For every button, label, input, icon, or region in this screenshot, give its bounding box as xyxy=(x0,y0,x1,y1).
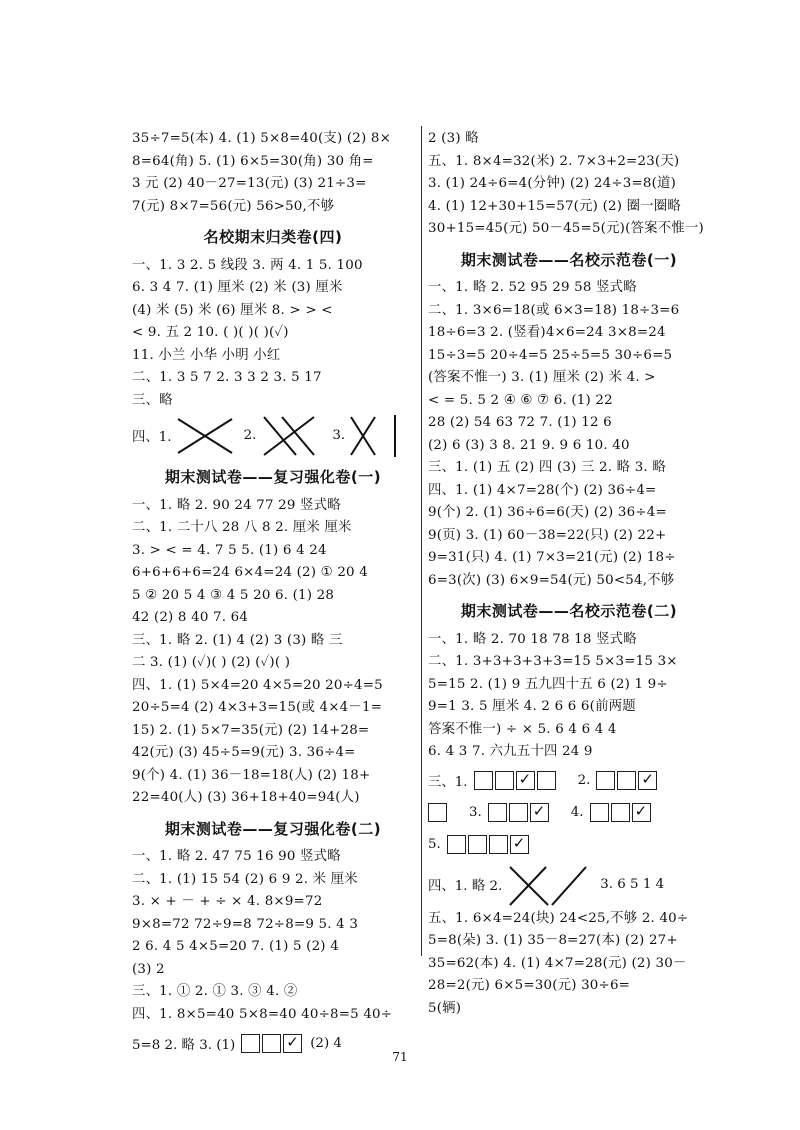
text-line: 20÷5=4 (2) 4×3+3=15(或 4×4－1= xyxy=(132,700,383,715)
right-top-block xyxy=(428,128,710,241)
section-5 xyxy=(428,629,710,1021)
text-line: 5(辆) xyxy=(428,1000,462,1016)
checked-answer-box xyxy=(530,803,549,822)
text-line: 11. 小兰 小华 小明 小红 xyxy=(132,347,281,363)
text-line: 二、1. 3 5 7 2. 3 3 2 3. 5 17 xyxy=(132,370,322,385)
answer-box xyxy=(468,835,487,854)
text-line: 三、1. ① 2. ① 3. ③ 4. ② xyxy=(132,984,298,999)
answer-box xyxy=(611,803,630,822)
text-line: 28=2(元) 6×5=30(元) 30÷6= xyxy=(428,978,631,993)
text-fragment: 2. xyxy=(577,773,591,788)
figure-label: 四、1. xyxy=(132,429,172,445)
text-line: 答案不惟一) ÷ × 5. 6 4 6 4 4 xyxy=(428,721,617,737)
text-line: 42 (2) 8 40 7. 64 xyxy=(132,610,249,625)
text-line: 五、1. 8×4=32(米) 2. 7×3+2=23(天) xyxy=(428,153,680,169)
text-line: 一、1. 略 2. 47 75 16 90 竖式略 xyxy=(132,849,341,864)
line-figure-row xyxy=(132,412,414,458)
section-heading: 期末测试卷——复习强化卷(二) xyxy=(164,819,382,838)
text-line: (答案不惟一) 3. (1) 厘米 (2) 米 4. > xyxy=(428,370,656,385)
text-line: 15) 2. (1) 5×7=35(元) (2) 14+28= xyxy=(132,722,370,738)
answer-boxes xyxy=(447,835,531,854)
text-line: 二、1. (1) 15 54 (2) 6 9 2. 米 厘米 xyxy=(132,871,358,887)
answer-box xyxy=(488,803,507,822)
text-line: 9=1 3. 5 厘米 4. 2 6 6 6(前两题 xyxy=(428,699,636,714)
text-line: 30+15=45(元) 50－45=5(元)(答案不惟一) xyxy=(428,221,704,236)
text-line: 一、1. 略 2. 70 18 78 18 竖式略 xyxy=(428,631,637,647)
text-line: 二、1. 3×6=18(或 6×3=18) 18÷3=6 xyxy=(428,302,680,318)
checked-answer-box xyxy=(516,771,535,790)
text-line: 二、1. 二十八 28 八 8 2. 厘米 厘米 xyxy=(132,520,352,535)
text-line: 三、1. (1) 五 (2) 四 (3) 三 2. 略 3. 略 xyxy=(428,460,666,475)
text-line: 四、1. 8×5=40 5×8=40 40÷8=5 40÷ xyxy=(132,1006,393,1022)
text-line: 6+6+6+6=24 6×4=24 (2) ① 20 4 xyxy=(132,565,368,580)
text-line: 9=31(只) 4. (1) 7×3=21(元) (2) 18÷ xyxy=(428,550,676,565)
text-line: 28 (2) 54 63 72 7. (1) 12 6 xyxy=(428,415,612,430)
answer-box xyxy=(447,835,466,854)
text-line: 一、1. 略 2. 52 95 29 58 竖式略 xyxy=(428,280,637,295)
answer-box xyxy=(617,771,636,790)
text-fragment: 3. xyxy=(469,805,482,820)
text-line: 一、1. 略 2. 90 24 77 29 竖式略 xyxy=(132,497,341,513)
line-figure-row xyxy=(428,862,710,908)
text-line: 3. × + － + ÷ × 4. 8×9=72 xyxy=(132,894,323,909)
section-heading: 期末测试卷——名校示范卷(二) xyxy=(460,602,678,620)
text-line: 35=62(本) 4. (1) 4×7=28(元) (2) 30－ xyxy=(428,955,687,971)
text-line: 18÷6=3 2. (竖看)4×6=24 3×8=24 xyxy=(428,325,666,340)
text-line: 2 6. 4 5 4×5=20 7. (1) 5 (2) 4 xyxy=(132,939,339,954)
answer-box xyxy=(495,771,514,790)
text-line: 二、1. 3+3+3+3+3=15 5×3=15 3× xyxy=(428,654,678,669)
section-4 xyxy=(428,277,710,592)
text-line: 一、1. 3 2. 5 线段 3. 两 4. 1 5. 100 xyxy=(132,257,363,273)
text-line: 42(元) (3) 45÷5=9(元) 3. 36÷4= xyxy=(132,745,356,760)
figure-label: 2. xyxy=(243,427,257,443)
text-line: 9(个) 2. (1) 36÷6=6(天) (2) 36÷4= xyxy=(428,505,667,520)
text-line: (3) 2 xyxy=(132,961,165,977)
column-divider xyxy=(421,126,422,956)
text-line: 5=15 2. (1) 9 五九四十五 6 (2) 1 9÷ xyxy=(428,676,668,692)
text-line: (4) 米 (5) 米 (6) 厘米 8. > > < xyxy=(132,302,333,318)
right-column xyxy=(428,128,710,1020)
text-line: < = 5. 5 2 ④ ⑥ ⑦ 6. (1) 22 xyxy=(428,392,613,408)
answer-box-row xyxy=(428,798,710,828)
section-heading: 期末测试卷——名校示范卷(一) xyxy=(460,250,678,269)
text-fragment: 5. xyxy=(428,837,441,852)
text-line: 五、1. 6×4=24(块) 24<25,不够 2. 40÷ xyxy=(428,910,689,926)
answer-boxes xyxy=(474,771,558,790)
cross-lines-figure xyxy=(345,413,405,457)
text-line: 6. 3 4 7. (1) 厘米 (2) 米 (3) 厘米 xyxy=(132,280,343,295)
answer-box xyxy=(537,771,556,790)
figure-label: 3. xyxy=(332,427,346,443)
text-fragment: (2) 4 xyxy=(310,1035,342,1051)
answer-box xyxy=(590,803,609,822)
answer-box-row xyxy=(428,766,710,796)
text-line: 3. (1) 24÷6=4(分钟) (2) 24÷3=8(道) xyxy=(428,176,677,191)
text-line: 9×8=72 72÷9=8 72÷8=9 5. 4 3 xyxy=(132,916,359,932)
answer-boxes xyxy=(428,803,449,822)
text-line: 15÷3=5 20÷4=5 25÷5=5 30÷6=5 xyxy=(428,347,673,363)
text-line: 7(元) 8×7=56(元) 56>50,不够 xyxy=(132,198,335,214)
left-top-block xyxy=(132,128,414,218)
section-heading: 名校期末归类卷(四) xyxy=(203,228,343,246)
text-fragment: 三、1. xyxy=(428,775,468,790)
figure-label: 四、1. 略 2. xyxy=(428,879,503,894)
answer-boxes xyxy=(590,803,653,822)
text-line: 8=64(角) 5. (1) 6×5=30(角) 30 角= xyxy=(132,153,374,169)
text-line: 5=8(朵) 3. (1) 35－8=27(本) (2) 27+ xyxy=(428,933,678,948)
section-1 xyxy=(132,255,414,459)
checked-answer-box xyxy=(638,771,657,790)
section-heading: 期末测试卷——复习强化卷(一) xyxy=(164,468,382,486)
text-line: 四、1. (1) 4×7=28(个) (2) 36÷4= xyxy=(428,482,657,498)
text-line: 3. > < = 4. 7 5 5. (1) 6 4 24 xyxy=(132,542,327,558)
text-line: 2 (3) 略 xyxy=(428,131,479,146)
text-fragment: 4. xyxy=(570,805,584,820)
cross-lines-figure xyxy=(172,413,238,457)
text-line: 3 元 (2) 40－27=13(元) (3) 21÷3= xyxy=(132,176,367,191)
text-fragment: 5=8 2. 略 3. (1) xyxy=(132,1037,236,1053)
cross-lines-figure xyxy=(502,863,594,907)
answer-boxes xyxy=(488,803,551,822)
left-column xyxy=(132,128,414,1060)
answer-box xyxy=(596,771,615,790)
text-line: 二 3. (1) (✓)( ) (2) (✓)( ) xyxy=(132,655,291,670)
text-line: 三、略 xyxy=(132,392,173,408)
text-line: (2) 6 (3) 3 8. 21 9. 9 6 10. 40 xyxy=(428,437,630,453)
answer-box-row xyxy=(428,830,710,860)
text-line: 9(页) 3. (1) 60－38=22(只) (2) 22+ xyxy=(428,527,667,543)
section-3 xyxy=(132,846,414,1058)
text-line: 三、1. 略 2. (1) 4 (2) 3 (3) 略 三 xyxy=(132,632,343,648)
section-2 xyxy=(132,495,414,810)
cross-lines-figure xyxy=(256,413,326,457)
text-line: < 9. 五 2 10. ( )( )( )(✓) xyxy=(132,325,289,340)
answer-boxes xyxy=(596,771,659,790)
answer-box xyxy=(474,771,493,790)
text-line: 6. 4 3 7. 六九五十四 24 9 xyxy=(428,744,593,759)
text-line: 四、1. (1) 5×4=20 4×5=20 20÷4=5 xyxy=(132,677,383,693)
figure-label: 3. 6 5 1 4 xyxy=(600,877,665,892)
answer-box xyxy=(428,803,447,822)
text-line: 4. (1) 12+30+15=57(元) (2) 圈一圈略 xyxy=(428,198,681,214)
text-line: 22=40(人) (3) 36+18+40=94(人) xyxy=(132,790,360,805)
text-line: 35÷7=5(本) 4. (1) 5×8=40(支) (2) 8× xyxy=(132,131,392,146)
answer-box xyxy=(489,835,508,854)
answer-box xyxy=(509,803,528,822)
checked-answer-box xyxy=(510,835,529,854)
text-line: 9(个) 4. (1) 36－18=18(人) (2) 18+ xyxy=(132,767,371,783)
text-line: 5 ② 20 5 4 ③ 4 5 20 6. (1) 28 xyxy=(132,587,335,603)
page-number: 71 xyxy=(392,1050,408,1064)
checked-answer-box xyxy=(632,803,651,822)
text-line: 6=3(次) (3) 6×9=54(元) 50<54,不够 xyxy=(428,572,675,588)
